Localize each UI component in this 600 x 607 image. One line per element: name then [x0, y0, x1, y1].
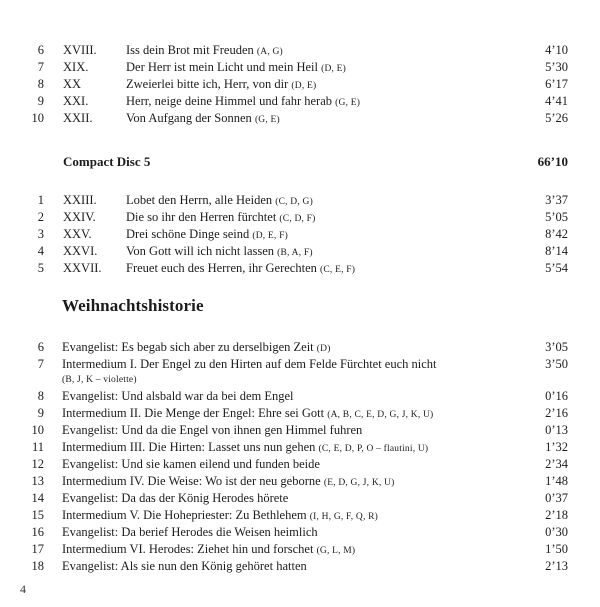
track-number: 8 [37, 77, 44, 91]
track-roman: XXVII. [63, 261, 102, 275]
track-duration: 2’16 [545, 406, 568, 420]
track-title-text: Intermedium II. Die Menge der Engel: Ehre sei Gott [62, 406, 325, 420]
track-voices: (B, J, K – violette) [62, 375, 137, 385]
track-number: 17 [31, 542, 44, 556]
track-duration: 0’13 [545, 423, 568, 437]
track-number: 5 [37, 261, 44, 275]
track-duration: 2’18 [545, 508, 568, 522]
track-row [0, 507, 600, 524]
track-title [62, 356, 437, 373]
track-title [62, 490, 288, 507]
track-number: 11 [31, 440, 44, 454]
track-row [0, 339, 600, 356]
track-row [0, 59, 600, 76]
track-number: 13 [31, 474, 44, 488]
track-voices: (A, B, C, E, D, G, J, K, U) [327, 410, 434, 420]
track-row-continuation [0, 372, 600, 389]
track-title-text: Evangelist: Und da die Engel von ihnen gen Himmel fuhren [62, 423, 363, 437]
page-number: 4 [20, 582, 26, 596]
track-number: 16 [31, 525, 44, 539]
track-row [0, 192, 600, 209]
track-title [126, 260, 355, 279]
track-title-text: Evangelist: Und alsbald war da bei dem Engel [62, 389, 294, 403]
track-number: 10 [31, 111, 44, 125]
disc-header [0, 153, 600, 171]
track-row [0, 260, 600, 277]
track-row [0, 76, 600, 93]
track-title-text: Evangelist: Es begab sich aber zu derselbigen Zeit [62, 340, 314, 354]
track-number: 3 [37, 227, 44, 241]
track-number: 2 [37, 210, 44, 224]
track-duration: 3’05 [545, 340, 568, 354]
track-duration: 0’30 [545, 525, 568, 539]
track-title-text: Evangelist: Und sie kamen eilend und funden beide [62, 457, 320, 471]
track-title-text: Intermedium V. Die Hohepriester: Zu Bethlehem [62, 508, 307, 522]
track-roman: XXII. [63, 111, 93, 125]
section-title: Weihnachtshistorie [62, 296, 204, 315]
track-roman: XXIII. [63, 193, 97, 207]
track-roman: XX [63, 77, 82, 91]
track-voices: (D, E) [291, 81, 317, 91]
track-duration: 4’41 [545, 94, 568, 108]
track-duration: 8’14 [545, 244, 568, 258]
track-row [0, 473, 600, 490]
track-title [62, 388, 294, 405]
track-row [0, 558, 600, 575]
track-title-text: Intermedium IV. Die Weise: Wo ist der neu geborne [62, 474, 321, 488]
track-title-text: Herr, neige deine Himmel und fahr herab [126, 94, 333, 108]
track-number: 18 [31, 559, 44, 573]
track-voices: (D) [316, 344, 331, 354]
track-row [0, 110, 600, 127]
track-title [126, 110, 280, 129]
track-duration: 1’32 [545, 440, 568, 454]
track-number: 7 [37, 357, 44, 371]
track-voices: (D, E, F) [252, 231, 288, 241]
track-row [0, 439, 600, 456]
track-title [62, 422, 362, 439]
track-number: 10 [31, 423, 44, 437]
track-number: 8 [37, 389, 44, 403]
track-duration: 5’26 [545, 111, 568, 125]
track-duration: 4’10 [545, 43, 568, 57]
track-voices: (G, E) [254, 115, 280, 125]
track-title-text: Intermedium III. Die Hirten: Lasset uns nun gehen [62, 440, 316, 454]
track-voices: (E, D, G, J, K, U) [323, 478, 395, 488]
track-row [0, 42, 600, 59]
track-row [0, 541, 600, 558]
track-row [0, 388, 600, 405]
track-title-text: Drei schöne Dinge seind [126, 227, 250, 241]
track-row [0, 524, 600, 541]
track-title [62, 524, 318, 541]
track-roman: XXI. [63, 94, 89, 108]
track-title-text: Evangelist: Als sie nun den König gehöret hatten [62, 559, 307, 573]
track-title-text: Evangelist: Da das der König Herodes hörete [62, 491, 289, 505]
track-title-text: Von Aufgang der Sonnen [126, 111, 252, 125]
track-title-text: Freuet euch des Herren, ihr Gerechten [126, 261, 317, 275]
disc-total-duration: 66’10 [537, 154, 568, 169]
track-voices: (D, E) [321, 64, 347, 74]
track-row [0, 93, 600, 110]
track-number: 9 [37, 406, 44, 420]
track-row [0, 209, 600, 226]
track-voices: (G, L, M) [316, 546, 356, 556]
track-voices: (I, H, G, F, Q, R) [309, 512, 379, 522]
track-duration: 5’54 [545, 261, 568, 275]
track-duration: 5’05 [545, 210, 568, 224]
track-duration: 5’30 [545, 60, 568, 74]
track-duration: 0’16 [545, 389, 568, 403]
disc-title: Compact Disc 5 [63, 154, 151, 169]
track-voices: (B, A, F) [277, 248, 313, 258]
track-title-text: Die so ihr den Herren fürchtet [126, 210, 277, 224]
track-number: 15 [31, 508, 44, 522]
track-voices: (C, E, D, P, O – flautini, U) [318, 444, 429, 454]
track-roman: XXIV. [63, 210, 96, 224]
track-title-text: Der Herr ist mein Licht und mein Heil [126, 60, 318, 74]
track-title-text: Zweierlei bitte ich, Herr, von dir [126, 77, 289, 91]
track-title-text: Lobet den Herrn, alle Heiden [126, 193, 273, 207]
track-number: 4 [37, 244, 44, 258]
track-duration: 0’37 [545, 491, 568, 505]
track-row [0, 226, 600, 243]
track-number: 6 [37, 340, 44, 354]
track-roman: XVIII. [63, 43, 97, 57]
track-duration: 6’17 [545, 77, 568, 91]
track-number: 7 [37, 60, 44, 74]
track-row [0, 405, 600, 422]
track-voices: (C, E, F) [320, 265, 356, 275]
track-row [0, 456, 600, 473]
track-duration: 8’42 [545, 227, 568, 241]
track-voices: (C, D, F) [279, 214, 316, 224]
track-duration: 2’34 [545, 457, 568, 471]
track-row [0, 422, 600, 439]
track-voices: (G, E) [335, 98, 361, 108]
track-number: 14 [31, 491, 44, 505]
track-voices: (C, D, G) [275, 197, 313, 207]
track-row [0, 490, 600, 507]
track-title [62, 456, 320, 473]
track-roman: XXVI. [63, 244, 98, 258]
track-number: 12 [31, 457, 44, 471]
track-title-text: Intermedium I. Der Engel zu den Hirten auf dem Felde Fürchtet euch nicht [62, 357, 437, 371]
track-duration: 1’48 [545, 474, 568, 488]
track-row [0, 356, 600, 373]
track-title-text: Evangelist: Da berief Herodes die Weisen heimlich [62, 525, 318, 539]
track-number: 6 [37, 43, 44, 57]
track-duration: 3’50 [545, 357, 568, 371]
track-number: 9 [37, 94, 44, 108]
track-title-text: Iss dein Brot mit Freuden [126, 43, 254, 57]
track-duration: 3’37 [545, 193, 568, 207]
track-number: 1 [37, 193, 44, 207]
track-voices: (A, G) [256, 47, 283, 57]
track-roman: XXV. [63, 227, 92, 241]
track-row [0, 243, 600, 260]
track-roman: XIX. [63, 60, 89, 74]
track-title [62, 558, 307, 575]
track-title-text: Von Gott will ich nicht lassen [126, 244, 275, 258]
track-title-text: Intermedium VI. Herodes: Ziehet hin und forschet [62, 542, 314, 556]
track-duration: 1’50 [545, 542, 568, 556]
track-duration: 2’13 [545, 559, 568, 573]
